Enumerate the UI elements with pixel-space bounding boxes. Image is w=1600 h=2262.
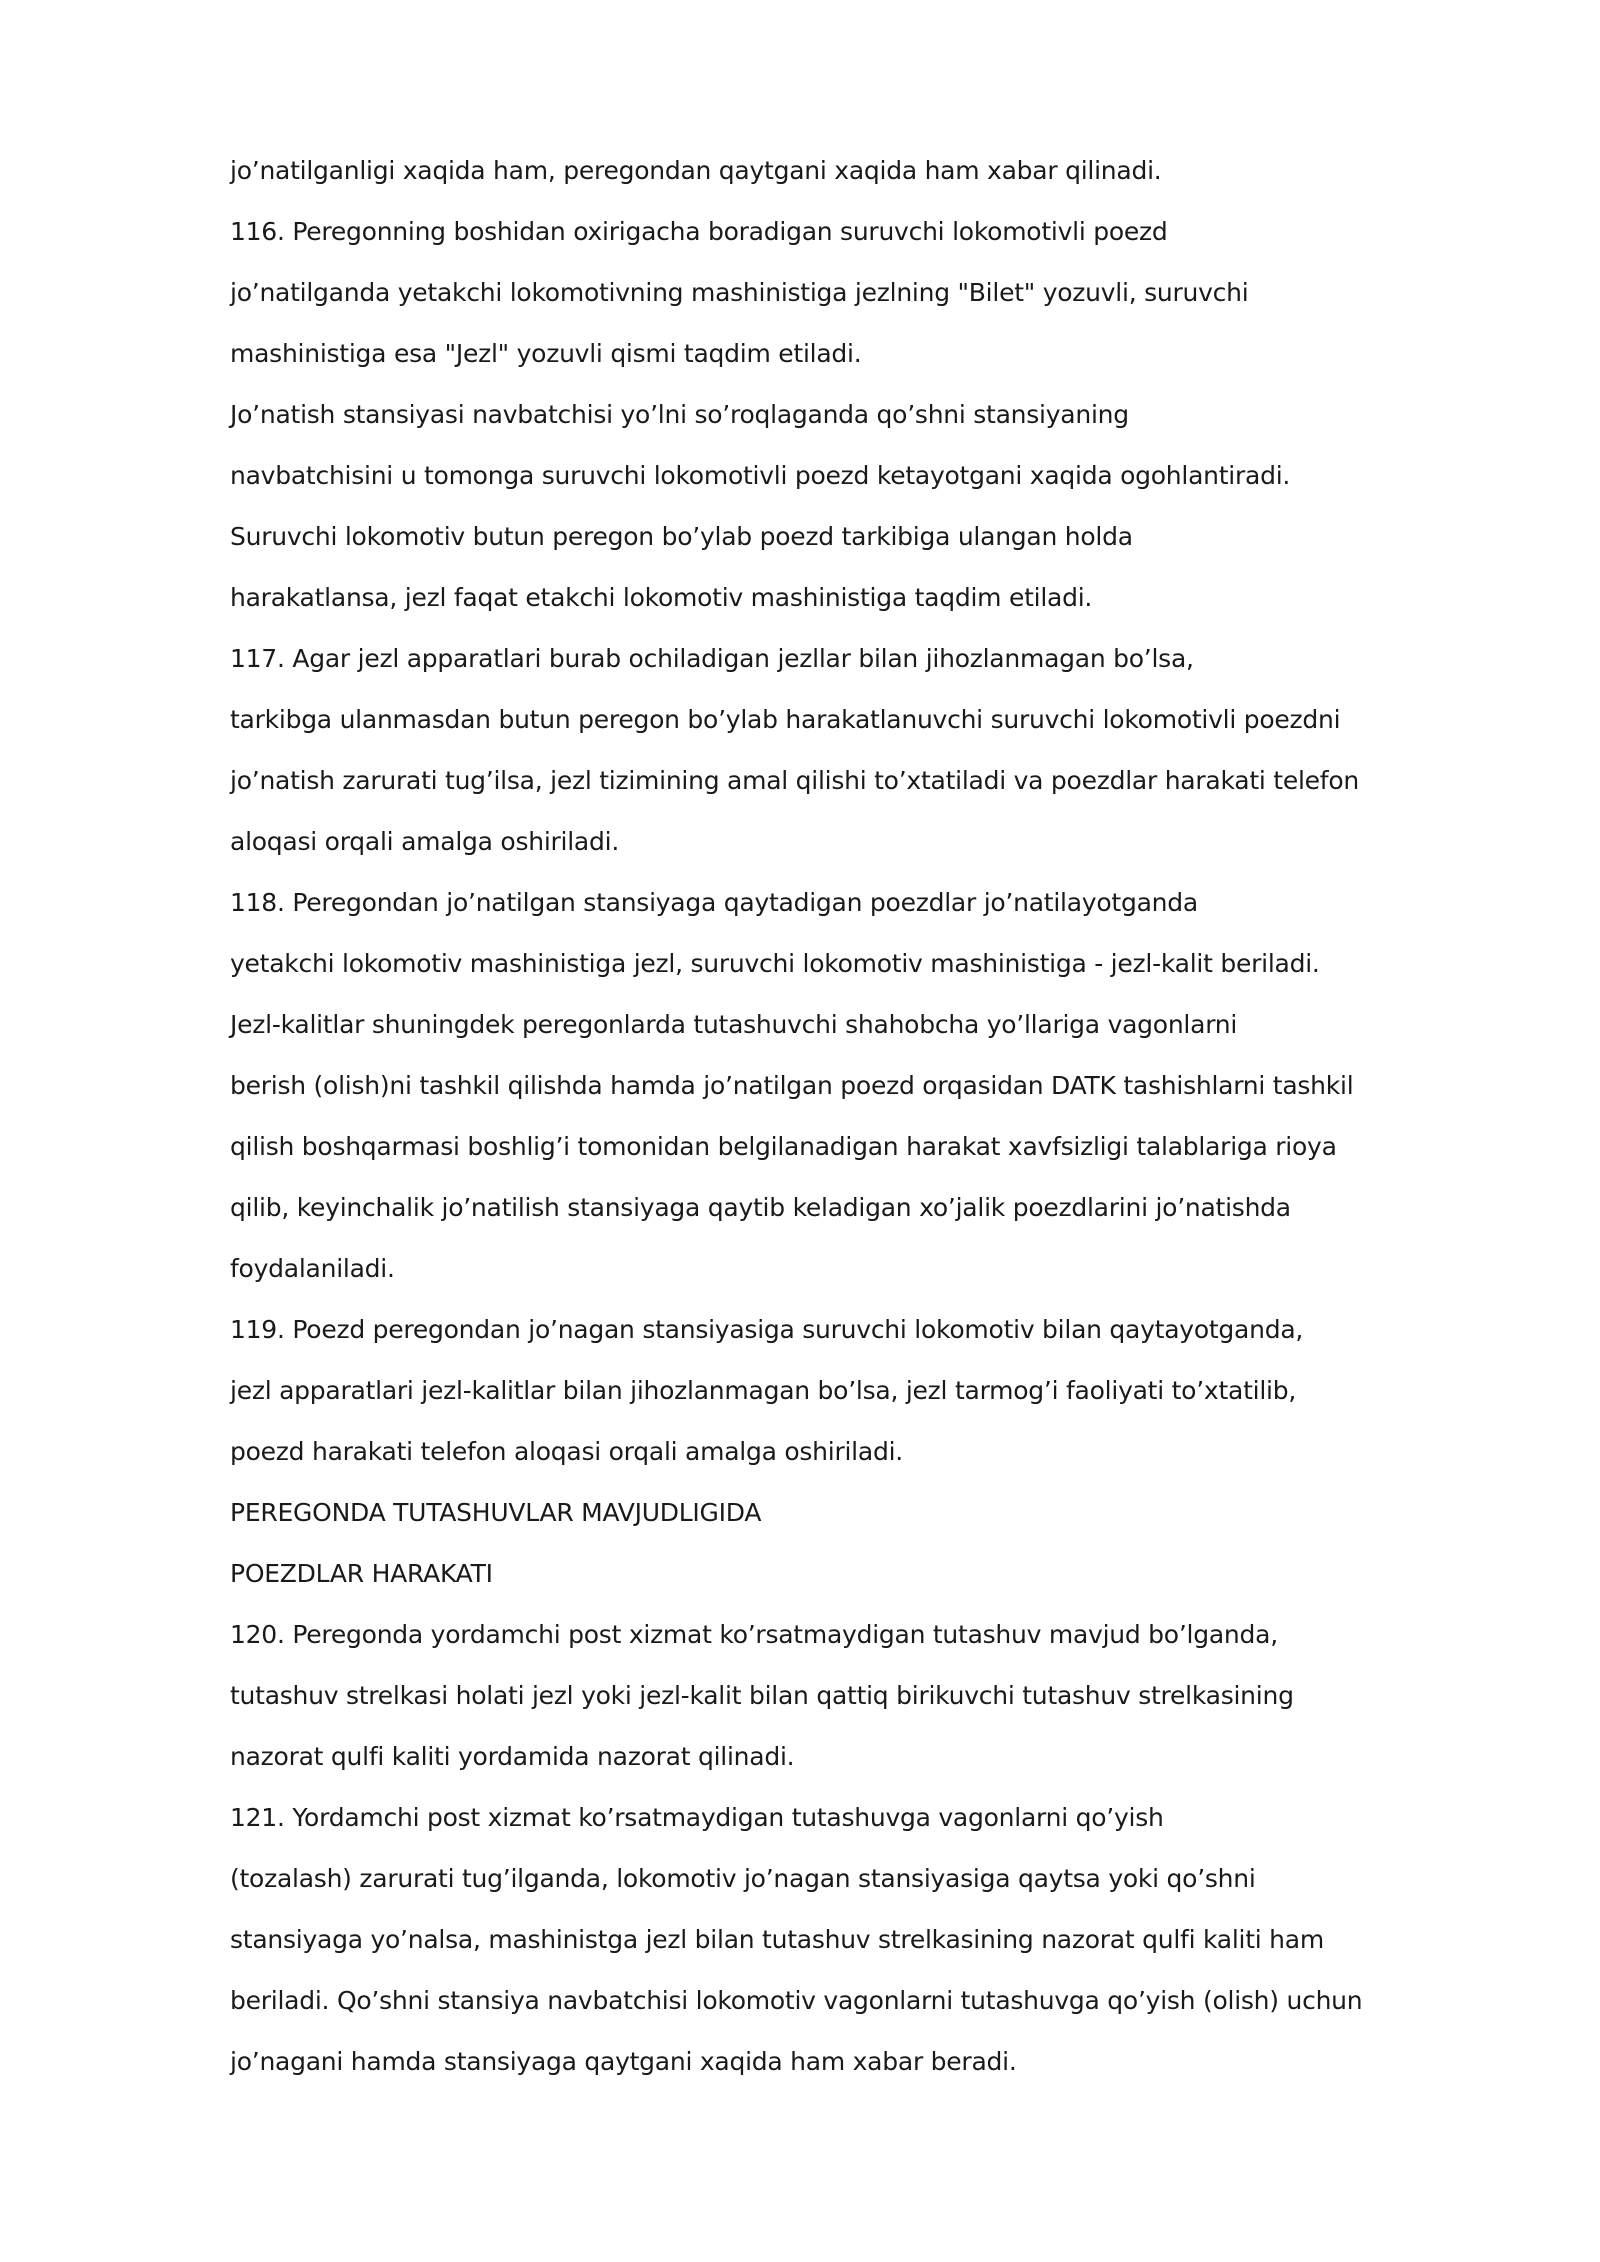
text-line: jo’natilganligi xaqida ham, peregondan qaytgani xaqida ham xabar qilinadi. <box>230 156 1162 185</box>
text-line: (tozalash) zarurati tug’ilganda, lokomotiv jo’nagan stansiyasiga qaytsa yoki qo’shni <box>230 1864 1256 1893</box>
text-line: yetakchi lokomotiv mashinistiga jezl, suruvchi lokomotiv mashinistiga - jezl-kalit beriladi. <box>230 949 1320 978</box>
text-line: mashinistiga esa "Jezl" yozuvli qismi taqdim etiladi. <box>230 339 862 368</box>
text-line: Jezl-kalitlar shuningdek peregonlarda tutashuvchi shahobcha yo’llariga vagonlarni <box>230 1010 1238 1039</box>
text-line: aloqasi orqali amalga oshiriladi. <box>230 827 620 856</box>
text-line: tarkibga ulanmasdan butun peregon bo’ylab harakatlanuvchi suruvchi lokomotivli poezdni <box>230 705 1341 734</box>
document-body <box>230 148 1410 2100</box>
text-line: nazorat qulfi kaliti yordamida nazorat qilinadi. <box>230 1742 795 1771</box>
text-line: poezd harakati telefon aloqasi orqali amalga oshiriladi. <box>230 1437 903 1466</box>
text-line: jezl apparatlari jezl-kalitlar bilan jihozlanmagan bo’lsa, jezl tarmog’i faoliyati to’xtatilib, <box>230 1376 1297 1405</box>
text-line: foydalaniladi. <box>230 1254 395 1283</box>
section-117-heading-line: 117. Agar jezl apparatlari burab ochiladigan jezllar bilan jihozlanmagan bo’lsa, <box>230 644 1194 673</box>
text-line: tutashuv strelkasi holati jezl yoki jezl-kalit bilan qattiq birikuvchi tutashuv strelkasining <box>230 1681 1294 1710</box>
chapter-heading-line-2: POEZDLAR HARAKATI <box>230 1559 493 1588</box>
text-line: Jo’natish stansiyasi navbatchisi yo’lni so’roqlaganda qo’shni stansiyaning <box>230 400 1129 429</box>
section-120-heading-line: 120. Peregonda yordamchi post xizmat ko’rsatmaydigan tutashuv mavjud bo’lganda, <box>230 1620 1278 1649</box>
text-line: navbatchisini u tomonga suruvchi lokomotivli poezd ketayotgani xaqida ogohlantiradi. <box>230 461 1291 490</box>
text-line: harakatlansa, jezl faqat etakchi lokomotiv mashinistiga taqdim etiladi. <box>230 583 1093 612</box>
text-line: qilib, keyinchalik jo’natilish stansiyaga qaytib keladigan xo’jalik poezdlarini jo’natishda <box>230 1193 1291 1222</box>
section-121-heading-line: 121. Yordamchi post xizmat ko’rsatmaydigan tutashuvga vagonlarni qo’yish <box>230 1803 1164 1832</box>
section-119-heading-line: 119. Poezd peregondan jo’nagan stansiyasiga suruvchi lokomotiv bilan qaytayotganda, <box>230 1315 1304 1344</box>
text-line: berish (olish)ni tashkil qilishda hamda jo’natilgan poezd orqasidan DATK tashishlarni tashkil <box>230 1071 1354 1100</box>
text-line: Suruvchi lokomotiv butun peregon bo’ylab poezd tarkibiga ulangan holda <box>230 522 1133 551</box>
section-118-heading-line: 118. Peregondan jo’natilgan stansiyaga qaytadigan poezdlar jo’natilayotganda <box>230 888 1198 917</box>
text-line: jo’nagani hamda stansiyaga qaytgani xaqida ham xabar beradi. <box>230 2047 1017 2076</box>
chapter-heading-line-1: PEREGONDA TUTASHUVLAR MAVJUDLIGIDA <box>230 1498 762 1527</box>
text-line: stansiyaga yo’nalsa, mashinistga jezl bilan tutashuv strelkasining nazorat qulfi kaliti ham <box>230 1925 1324 1954</box>
text-line: jo’natilganda yetakchi lokomotivning mashinistiga jezlning "Bilet" yozuvli, suruvchi <box>230 278 1249 307</box>
section-116-heading-line: 116. Peregonning boshidan oxirigacha boradigan suruvchi lokomotivli poezd <box>230 217 1168 246</box>
text-line: beriladi. Qo’shni stansiya navbatchisi lokomotiv vagonlarni tutashuvga qo’yish (olish) uchun <box>230 1986 1363 2015</box>
text-line: jo’natish zarurati tug’ilsa, jezl tizimining amal qilishi to’xtatiladi va poezdlar harakati telefon <box>230 766 1359 795</box>
text-line: qilish boshqarmasi boshlig’i tomonidan belgilanadigan harakat xavfsizligi talablariga rioya <box>230 1132 1337 1161</box>
